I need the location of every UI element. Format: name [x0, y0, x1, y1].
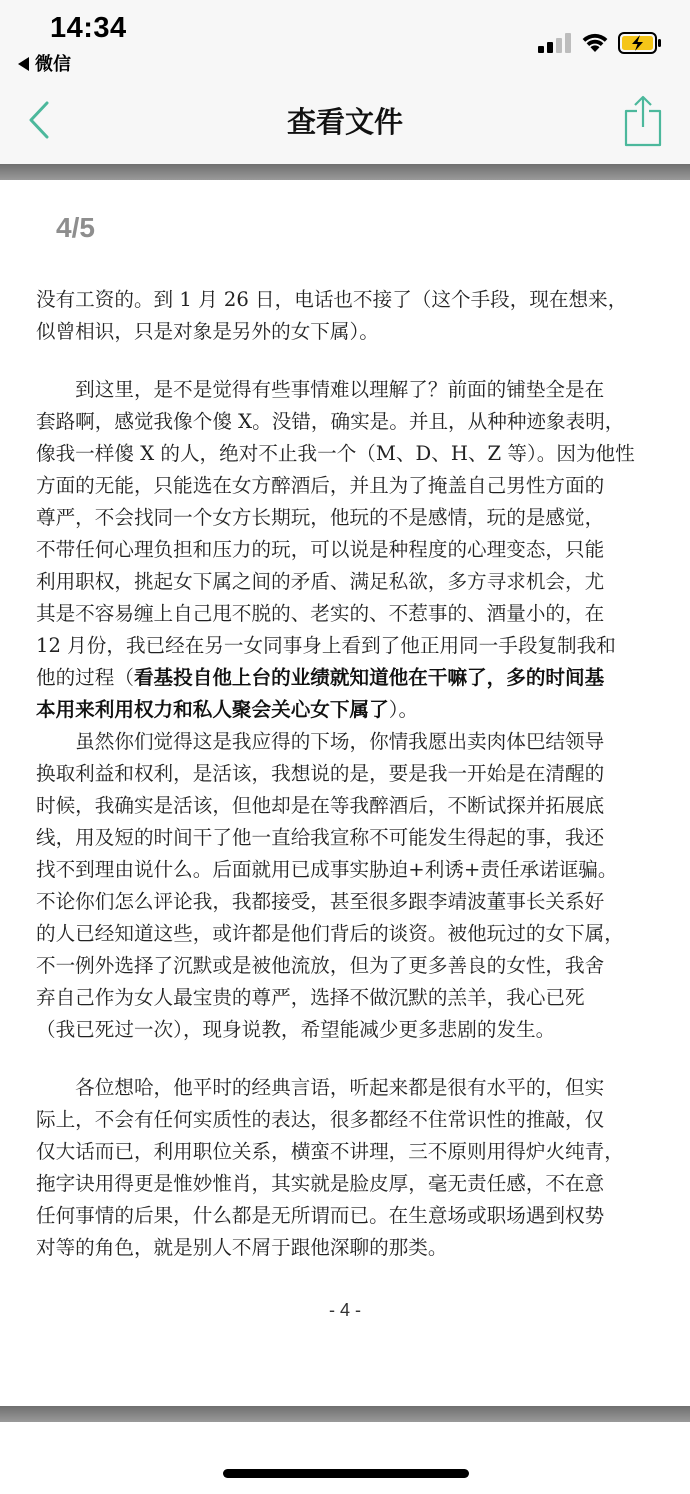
status-time: 14:34 [50, 12, 127, 44]
battery-charging-icon [618, 32, 662, 54]
text-line: 方面的无能，只能选在女方醉酒后，并且为了掩盖自己男性方面的 [36, 474, 605, 497]
text-line-with-bold [36, 662, 656, 694]
text-line: 仅大话而已，利用职位关系，横蛮不讲理，三不原则用得炉火纯青， [36, 1140, 624, 1163]
share-icon[interactable] [623, 94, 663, 148]
text-line: 其是不容易缠上自己甩不脱的、老实的、不惹事的、酒量小的，在 [36, 602, 605, 625]
text-line: 不一例外选择了沉默或是被他流放，但为了更多善良的女性，我舍 [36, 954, 605, 977]
document-text [36, 284, 656, 1264]
text-line: 任何事情的后果，什么都是无所谓而已。在生意场或职场遇到权势 [36, 1204, 605, 1227]
text-line: 线，用及短的时间干了他一直给我宣称不可能发生得起的事，我还 [36, 826, 605, 849]
viewer-top-border [0, 164, 690, 180]
text-line: 换取利益和权利，是活该，我想说的是，要是我一开始是在清醒的 [36, 762, 605, 785]
text-line: （我已死过一次），现身说教，希望能减少更多悲剧的发生。 [36, 1018, 556, 1041]
back-triangle-icon [18, 57, 29, 71]
document-page[interactable] [0, 180, 690, 1406]
text-line: 各位想哈，他平时的经典言语，听起来都是很有水平的，但实 [36, 1076, 605, 1099]
signal-icon [538, 33, 572, 53]
bold-text: 看基投自他上台的业绩就知道他在干嘛了，多的时间基 [133, 666, 605, 689]
text-line: 际上，不会有任何实质性的表达，很多都经不住常识性的推敲，仅 [36, 1108, 605, 1131]
text-line: 利用职权，挑起女下属之间的矛盾、满足私欲，多方寻求机会，尤 [36, 570, 605, 593]
text-line: 似曾相识，只是对象是另外的女下属）。 [36, 320, 379, 343]
back-app-label: 微信 [35, 54, 71, 75]
page-title: 查看文件 [286, 105, 403, 139]
text-line: 套路啊，感觉我像个傻 X。没错，确实是。并且，从种种迹象表明， [36, 410, 625, 433]
back-to-app-button[interactable] [18, 50, 71, 76]
text-span: 他的过程（ [36, 666, 134, 689]
text-line: 的人已经知道这些，或许都是他们背后的谈资。被他玩过的女下属， [36, 922, 624, 945]
text-line: 12 月份，我已经在另一女同事身上看到了他正用同一手段复制我和 [36, 634, 616, 657]
text-line: 对等的角色，就是别人不屑于跟他深聊的那类。 [36, 1236, 448, 1259]
wifi-icon [581, 31, 609, 53]
page-number: - 4 - [328, 1300, 361, 1320]
text-line: 不论你们怎么评论我，我都接受，甚至很多跟李靖波董事长关系好 [36, 890, 605, 913]
text-span: ）。 [388, 698, 419, 721]
text-line: 像我一样傻 X 的人，绝对不止我一个（M、D、H、Z 等）。因为他性 [36, 442, 635, 465]
bottom-safe-area [0, 1422, 690, 1494]
text-line: 弃自己作为女人最宝贵的尊严，选择不做沉默的羔羊，我心已死 [36, 986, 585, 1009]
text-line: 拖字诀用得更是惟妙惟肖，其实就是脸皮厚，毫无责任感，不在意 [36, 1172, 605, 1195]
text-line: 不带任何心理负担和压力的玩，可以说是种程度的心理变态，只能 [36, 538, 605, 561]
status-bar [0, 0, 690, 80]
text-line: 到这里，是不是觉得有些事情难以理解了？前面的铺垫全是在 [36, 378, 605, 401]
viewer-bottom-border [0, 1406, 690, 1422]
page-indicator: 4/5 [56, 212, 95, 243]
text-line: 虽然你们觉得这是我应得的下场，你情我愿出卖肉体巴结领导 [36, 730, 605, 753]
text-line: 找不到理由说什么。后面就用已成事实胁迫+利诱+责任承诺诓骗。 [36, 858, 618, 881]
home-indicator[interactable] [223, 1469, 469, 1478]
navigation-bar [0, 80, 690, 164]
text-line: 尊严，不会找同一个女方长期玩，他玩的不是感情，玩的是感觉， [36, 506, 605, 529]
text-line-with-bold [36, 694, 656, 726]
bold-text: 本用来利用权力和私人聚会关心女下属了 [36, 698, 389, 721]
text-line: 时候，我确实是活该，但他却是在等我醉酒后，不断试探并拓展底 [36, 794, 605, 817]
text-line: 没有工资的。到 1 月 26 日，电话也不接了（这个手段，现在想来， [36, 288, 628, 311]
